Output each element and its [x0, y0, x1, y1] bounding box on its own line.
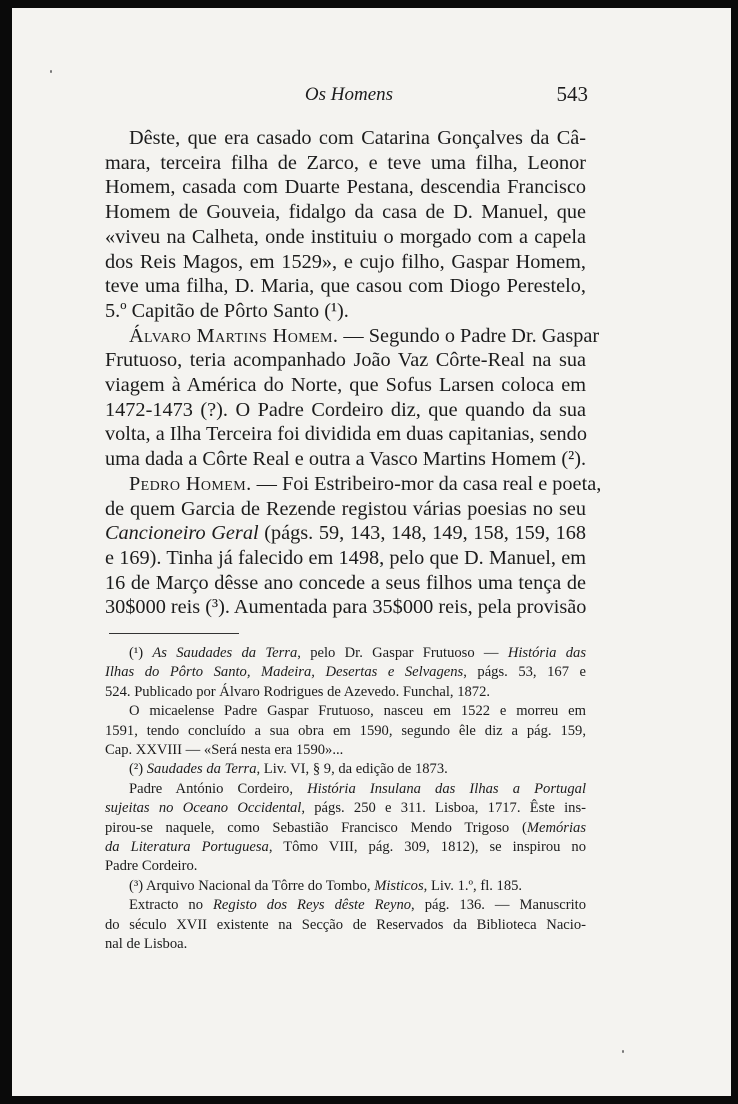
- text-line: dos Reis Magos, em 1529», e cujo filho, Gaspar Homem,: [105, 250, 586, 273]
- text-line: 5.º Capitão de Pôrto Santo (¹).: [105, 299, 349, 322]
- text-run: , págs. 250 e 311. Lisboa, 1717. Êste ins-: [301, 800, 586, 817]
- text-run: — Foi Estribeiro-mor da casa real e poeta,: [251, 472, 602, 495]
- text-line: 30$000 reis (³). Aumentada para 35$000 reis, pela provisão: [105, 596, 587, 619]
- footnote-mark: (²): [129, 761, 147, 778]
- footnote-line: 1591, tendo concluído a sua obra em 1590, segundo êle diz a pág. 159,: [105, 722, 586, 739]
- main-text: [105, 126, 602, 620]
- footnote-line: [105, 760, 586, 779]
- work-title: sujeitas no Oceano Occidental: [105, 800, 302, 817]
- text-run: , págs. 53, 167 e: [463, 664, 586, 681]
- footnotes: [105, 644, 586, 955]
- footnote-line: O micaelense Padre Gaspar Frutuoso, nasceu em 1522 e morreu em: [129, 703, 586, 720]
- text-run: , Liv. 1.º, fl. 185.: [423, 877, 523, 894]
- work-title: As Saudades da Terra: [152, 645, 298, 661]
- book-page: [12, 8, 731, 1096]
- text-line: mara, terceira filha de Zarco, e teve uma filha, Leonor: [105, 151, 586, 174]
- text-line: teve uma filha, D. Maria, que casou com Diogo Perestelo,: [105, 275, 586, 298]
- work-title: Cancioneiro Geral: [105, 522, 259, 545]
- footnote-line: [105, 663, 586, 682]
- footnote-line: [105, 819, 586, 838]
- text-line: Dêste, que era casado com Catarina Gonçalves da Câ-: [129, 127, 586, 149]
- footnote-line: do século XVII existente na Secção de Reservados da Biblioteca Nacio-: [105, 916, 586, 933]
- footnote-line: [105, 896, 586, 915]
- text-line: de quem Garcia de Rezende registou várias poesias no seu: [105, 497, 586, 520]
- page-header: [110, 80, 588, 108]
- text-line: uma dada a Côrte Real e outra a Vasco Martins Homem (²).: [105, 448, 587, 471]
- footnote-line: [105, 780, 586, 799]
- text-run: — Segundo o Padre Dr. Gaspar: [338, 324, 600, 347]
- text-line: 16 de Março dêsse ano concede a seus filhos uma tença de: [105, 571, 586, 594]
- text-line: [105, 324, 600, 349]
- work-title: Registo dos Reys dêste Reyno: [213, 897, 412, 914]
- footnote-line: [105, 877, 586, 896]
- work-title: História Insulana das Ilhas a Portugal: [307, 780, 586, 797]
- footnote-line: Padre Cordeiro.: [105, 858, 198, 875]
- work-title: História das: [507, 645, 587, 661]
- footnote-divider: [109, 633, 239, 634]
- text-line: Frutuoso, teria acompanhado João Vaz Côrte-Real na sua: [105, 349, 586, 372]
- text-line: Homem, casada com Duarte Pestana, descendia Francisco: [105, 176, 586, 199]
- text-run: (págs. 59, 143, 148, 149, 158, 159, 168: [258, 522, 587, 545]
- paper-speck: [50, 70, 52, 73]
- footnote-line: [105, 644, 586, 663]
- footnote-mark: (¹): [129, 645, 153, 661]
- text-line: «viveu na Calheta, onde instituiu o morgado com a capela: [105, 225, 586, 248]
- footnote-line: [105, 838, 586, 857]
- text-run: pirou-se naquele, como Sebastião Francisco Mendo Trigoso (: [105, 819, 527, 836]
- work-title: Ilhas do Pôrto Santo, Madeira, Desertas e Selvagens: [105, 664, 464, 681]
- text-line: volta, a Ilha Terceira foi dividida em duas capitanias, sendo: [105, 423, 587, 446]
- text-line: 1472-1473 (?). O Padre Cordeiro diz, que quando da sua: [105, 398, 586, 421]
- text-run: (³) Arquivo Nacional da Tôrre do Tombo,: [129, 877, 375, 894]
- text-run: , Tômo VIII, pág. 309, 1812), se inspirou no: [268, 839, 586, 856]
- page-number: 543: [556, 82, 588, 106]
- work-title: Misticos: [374, 877, 424, 894]
- entry-name: Pedro Homem.: [129, 472, 252, 495]
- work-title: Saudades da Terra: [146, 761, 257, 778]
- text-run: Extracto no: [129, 897, 214, 914]
- text-line: [105, 521, 586, 546]
- footnote-line: 524. Publicado por Álvaro Rodrigues de Azevedo. Funchal, 1872.: [105, 683, 491, 700]
- footnote-line: Cap. XXVIII — «Será nesta era 1590»...: [105, 742, 344, 759]
- paper-speck: [622, 1050, 624, 1053]
- entry-name: Álvaro Martins Homem.: [129, 324, 339, 347]
- text-line: Homem de Gouveia, fidalgo da casa de D. Manuel, que: [105, 201, 586, 224]
- text-line: viagem à América do Norte, que Sofus Larsen coloca em: [105, 374, 586, 397]
- text-run: , pág. 136. — Manuscrito: [411, 897, 586, 914]
- work-title: da Literatura Portuguesa: [105, 839, 269, 856]
- text-line: e 169). Tinha já falecido em 1498, pelo que D. Manuel, em: [105, 546, 586, 569]
- text-run: , Liv. VI, § 9, da edição de 1873.: [256, 761, 448, 778]
- footnote-line: nal de Lisboa.: [105, 936, 188, 953]
- footnote-line: [105, 799, 586, 818]
- text-run: , pelo Dr. Gaspar Frutuoso —: [297, 645, 508, 661]
- running-title: Os Homens: [304, 84, 394, 105]
- work-title: Memórias: [526, 819, 586, 836]
- text-run: Padre António Cordeiro,: [129, 780, 308, 797]
- text-line: [105, 472, 602, 497]
